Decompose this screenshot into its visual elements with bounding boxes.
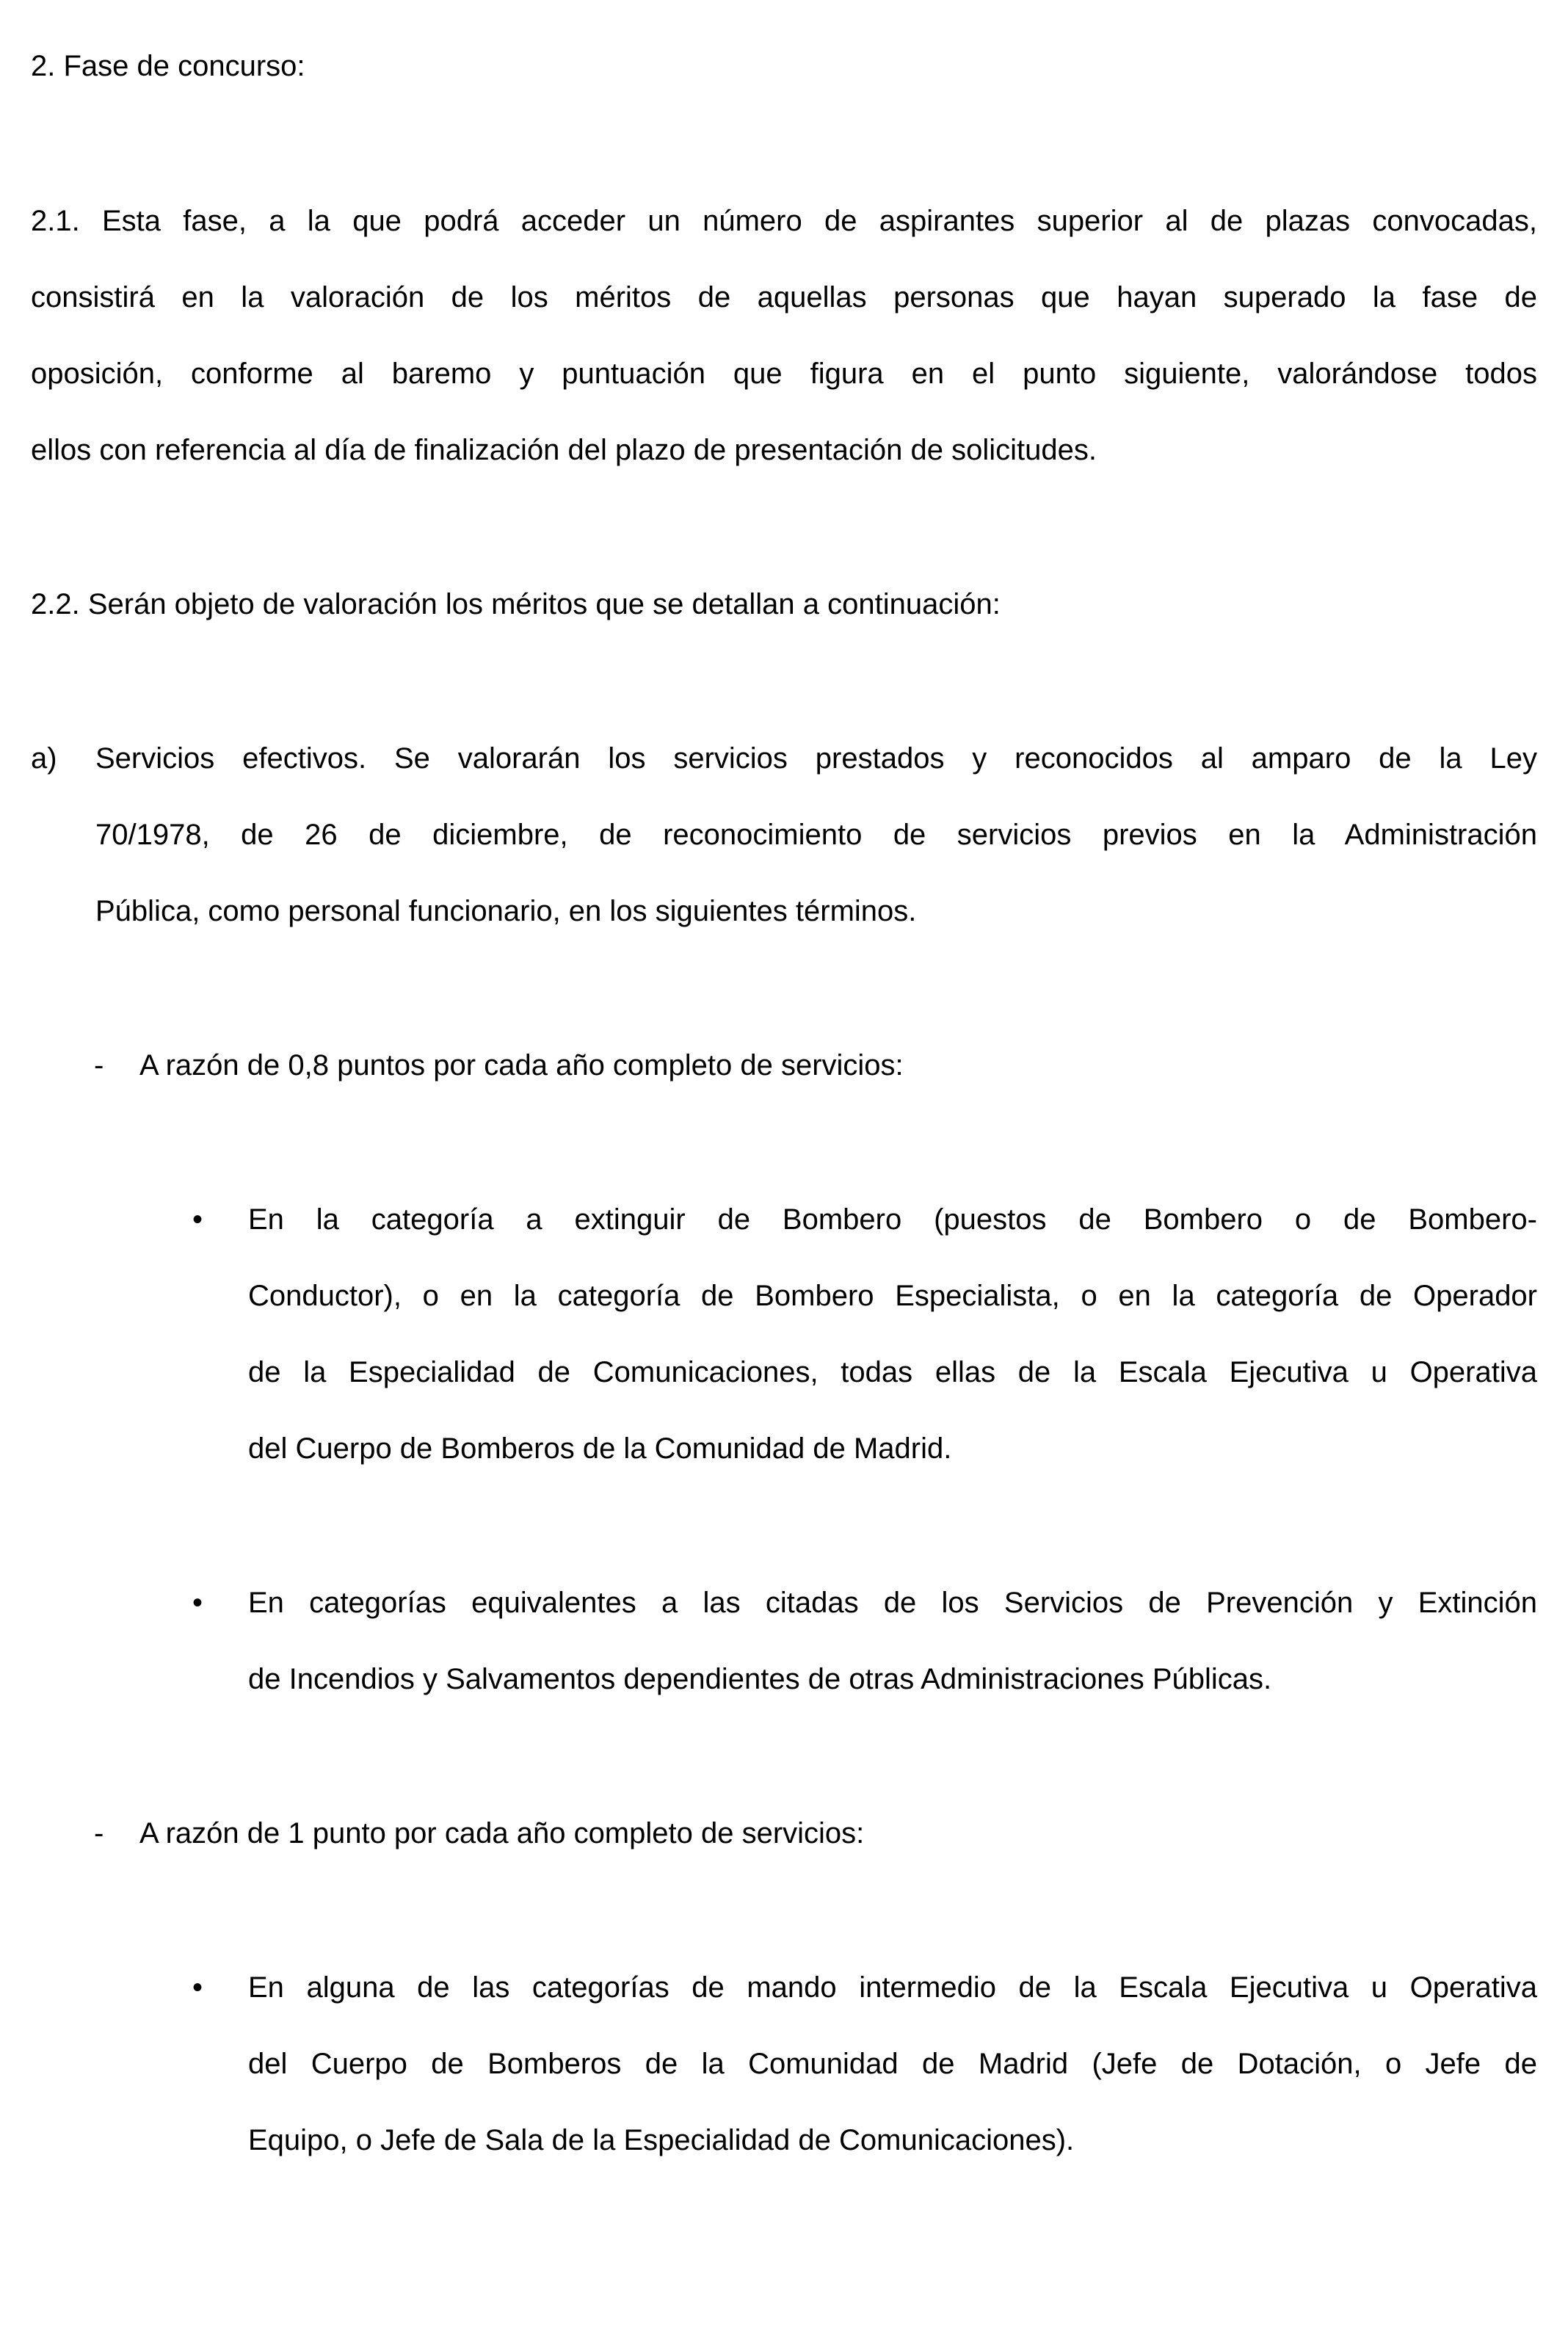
item-a-line: Pública, como personal funcionario, en los siguientes términos.: [95, 895, 917, 927]
bullet-line: Conductor), o en la categoría de Bombero Especialista, o en la categoría de Operador: [248, 1280, 1537, 1312]
bullet-line: de Incendios y Salvamentos dependientes de otras Administraciones Públicas.: [248, 1663, 1272, 1695]
item-a-line: Servicios efectivos. Se valorarán los servicios prestados y reconocidos al amparo de la Ley: [95, 742, 1537, 775]
bullet-icon: •: [192, 1587, 203, 1619]
item-a-line: 70/1978, de 26 de diciembre, de reconocimiento de servicios previos en la Administración: [95, 819, 1537, 851]
bullet-line: En categorías equivalentes a las citadas de los Servicios de Prevención y Extinción: [248, 1587, 1537, 1619]
bullet-icon: •: [192, 1203, 203, 1236]
bullet-icon: •: [192, 1971, 203, 2004]
paragraph-2-2: 2.2. Serán objeto de valoración los méritos que se detallan a continuación:: [31, 588, 1001, 620]
bullet-line: En alguna de las categorías de mando intermedio de la Escala Ejecutiva u Operativa: [248, 1971, 1537, 2004]
paragraph-2-1-line: oposición, conforme al baremo y puntuación que figura en el punto siguiente, valorándose todos: [31, 358, 1537, 390]
rate-2-dash: -: [94, 1817, 104, 1849]
bullet-line: del Cuerpo de Bomberos de la Comunidad de Madrid.: [248, 1432, 952, 1465]
bullet-line: del Cuerpo de Bomberos de la Comunidad de Madrid (Jefe de Dotación, o Jefe de: [248, 2048, 1537, 2080]
paragraph-2-1-line: 2.1. Esta fase, a la que podrá acceder un número de aspirantes superior al de plazas convocadas,: [31, 205, 1537, 237]
rate-1-text: A razón de 0,8 puntos por cada año completo de servicios:: [139, 1049, 904, 1082]
rate-1-dash: -: [94, 1049, 104, 1082]
paragraph-2-1-line: consistirá en la valoración de los méritos de aquellas personas que hayan superado la fase de: [31, 281, 1537, 314]
paragraph-2-1-line: ellos con referencia al día de finalización del plazo de presentación de solicitudes.: [31, 434, 1097, 466]
item-a-marker: a): [31, 742, 57, 775]
rate-2-text: A razón de 1 punto por cada año completo de servicios:: [139, 1817, 865, 1849]
bullet-line: de la Especialidad de Comunicaciones, todas ellas de la Escala Ejecutiva u Operativa: [248, 1356, 1537, 1388]
bullet-line: En la categoría a extinguir de Bombero (puestos de Bombero o de Bombero-: [248, 1203, 1537, 1236]
section-title: 2. Fase de concurso:: [31, 50, 305, 82]
bullet-line: Equipo, o Jefe de Sala de la Especialidad de Comunicaciones).: [248, 2124, 1075, 2156]
